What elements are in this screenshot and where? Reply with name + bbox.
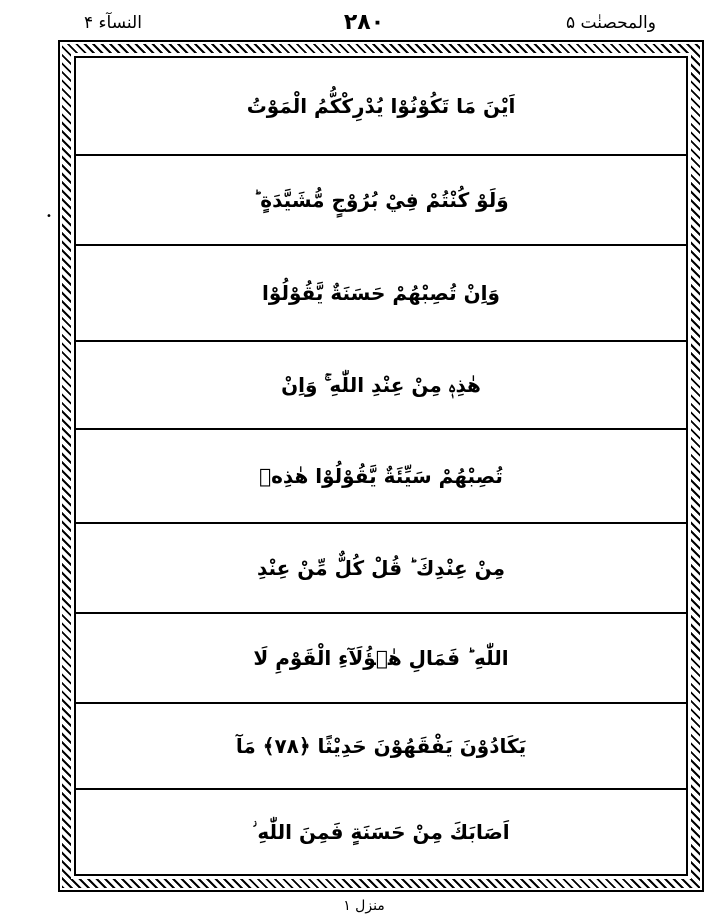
verse-line: اللّٰهِ ؕ فَمَالِ هٰۤؤُلَآءِ الْقَوْمِ لَا (253, 646, 509, 670)
manzil-footer: منزل ۱ (343, 898, 385, 914)
surah-name: النسآء ۴ (84, 13, 142, 33)
verse-line: تُصِبْهُمْ سَيِّئَةٌ يَّقُوْلُوْا هٰذِهٖ (259, 464, 503, 488)
verse-line: مِنْ عِنْدِكَ ؕ قُلْ كُلٌّ مِّنْ عِنْدِ (256, 556, 506, 580)
juz-name: والمحصنٰت ۵ (565, 13, 656, 33)
verse-line: اَصَابَكَ مِنْ حَسَنَةٍ فَمِنَ اللّٰهِ ؗ (252, 820, 510, 844)
page-number: ۲۸۰ (343, 10, 385, 35)
verse-line: وَلَوْ كُنْتُمْ فِيْ بُرُوْجٍ مُّشَيَّدَةٍ ؕ (253, 188, 509, 212)
margin-mark: • (46, 211, 52, 222)
verse-line: اَيْنَ مَا تَكُوْنُوْا يُدْرِكْكُّمُ الْمَوْتُ (246, 94, 516, 118)
verse-line: وَاِنْ تُصِبْهُمْ حَسَنَةٌ يَّقُوْلُوْا (262, 281, 500, 305)
verse-line: هٰذِهٖ مِنْ عِنْدِ اللّٰهِ ۚ وَاِنْ (281, 373, 481, 397)
verse-line: يَكَادُوْنَ يَفْقَهُوْنَ حَدِيْثًا ﴿۷۸﴾ مَآ (235, 734, 527, 758)
